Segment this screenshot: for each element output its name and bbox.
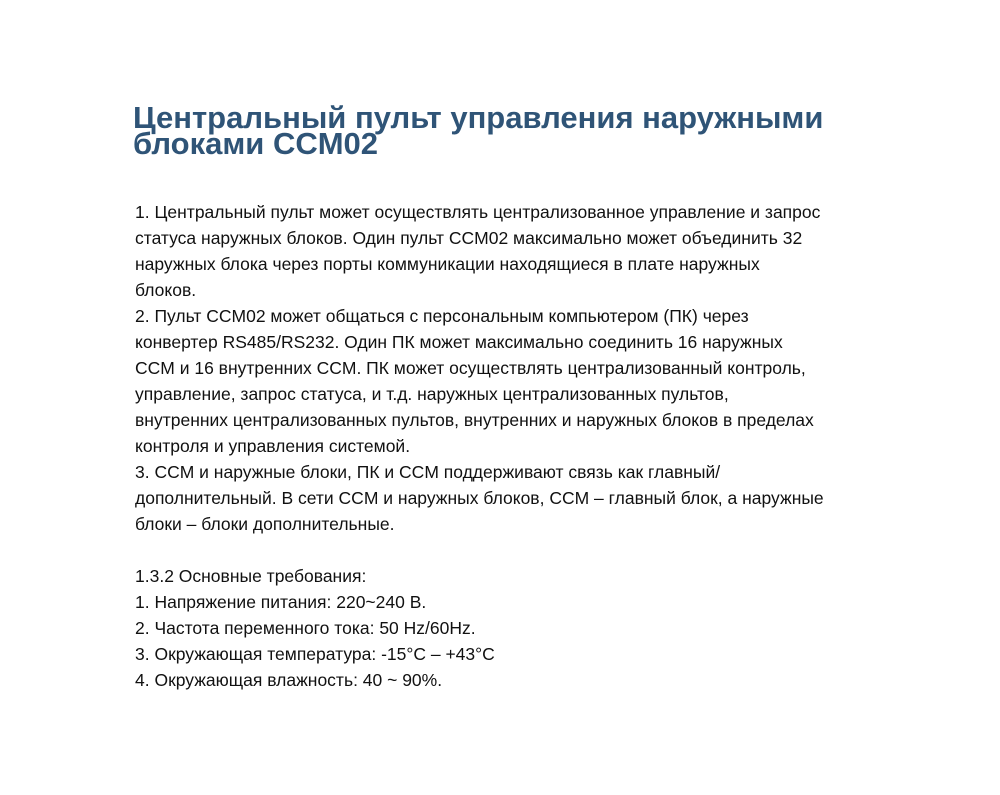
title-line-1: Центральный пульт управления наружными [133, 100, 824, 135]
paragraph-2-line-3: CCM и 16 внутренних CCM. ПК может осуществлять централизованный контроль, [135, 358, 806, 378]
requirement-item-3: 3. Окружающая температура: -15°C – +43°C [135, 644, 495, 664]
paragraph-1-line-1: 1. Центральный пульт может осуществлять централизованное управление и запрос [135, 202, 821, 222]
paragraph-3-line-3: блоки – блоки дополнительные. [135, 514, 395, 534]
paragraph-2-line-4: управление, запрос статуса, и т.д. наружных централизованных пультов, [135, 384, 729, 404]
paragraph-3-line-2: дополнительный. В сети CCM и наружных блоков, CCM – главный блок, а наружные [135, 488, 824, 508]
requirements-heading: 1.3.2 Основные требования: [135, 566, 367, 586]
document-title [133, 96, 913, 161]
paragraph-2-line-5: внутренних централизованных пультов, внутренних и наружных блоков в пределах [135, 410, 814, 430]
requirement-item-4: 4. Окружающая влажность: 40 ~ 90%. [135, 670, 443, 690]
paragraph-2-line-2: конвертер RS485/RS232. Один ПК может максимально соединить 16 наружных [135, 332, 783, 352]
paragraph-2 [135, 303, 925, 459]
paragraph-1-line-3: наружных блока через порты коммуникации находящиеся в плате наружных [135, 254, 760, 274]
paragraph-3 [135, 459, 925, 537]
paragraph-1-line-4: блоков. [135, 280, 197, 300]
paragraph-2-line-6: контроля и управления системой. [135, 436, 411, 456]
title-line-2: блоками CCM02 [133, 126, 379, 161]
paragraph-1 [135, 199, 925, 303]
document-body [135, 199, 925, 693]
paragraph-2-line-1: 2. Пульт CCM02 может общаться с персональным компьютером (ПК) через [135, 306, 749, 326]
requirements-section [135, 563, 925, 693]
paragraph-spacer [135, 537, 925, 563]
paragraph-1-line-2: статуса наружных блоков. Один пульт CCM02 максимально может объединить 32 [135, 228, 803, 248]
requirement-item-2: 2. Частота переменного тока: 50 Hz/60Hz. [135, 618, 476, 638]
requirement-item-1: 1. Напряжение питания: 220~240 В. [135, 592, 427, 612]
paragraph-3-line-1: 3. CCM и наружные блоки, ПК и CCM поддерживают связь как главный/ [135, 462, 721, 482]
